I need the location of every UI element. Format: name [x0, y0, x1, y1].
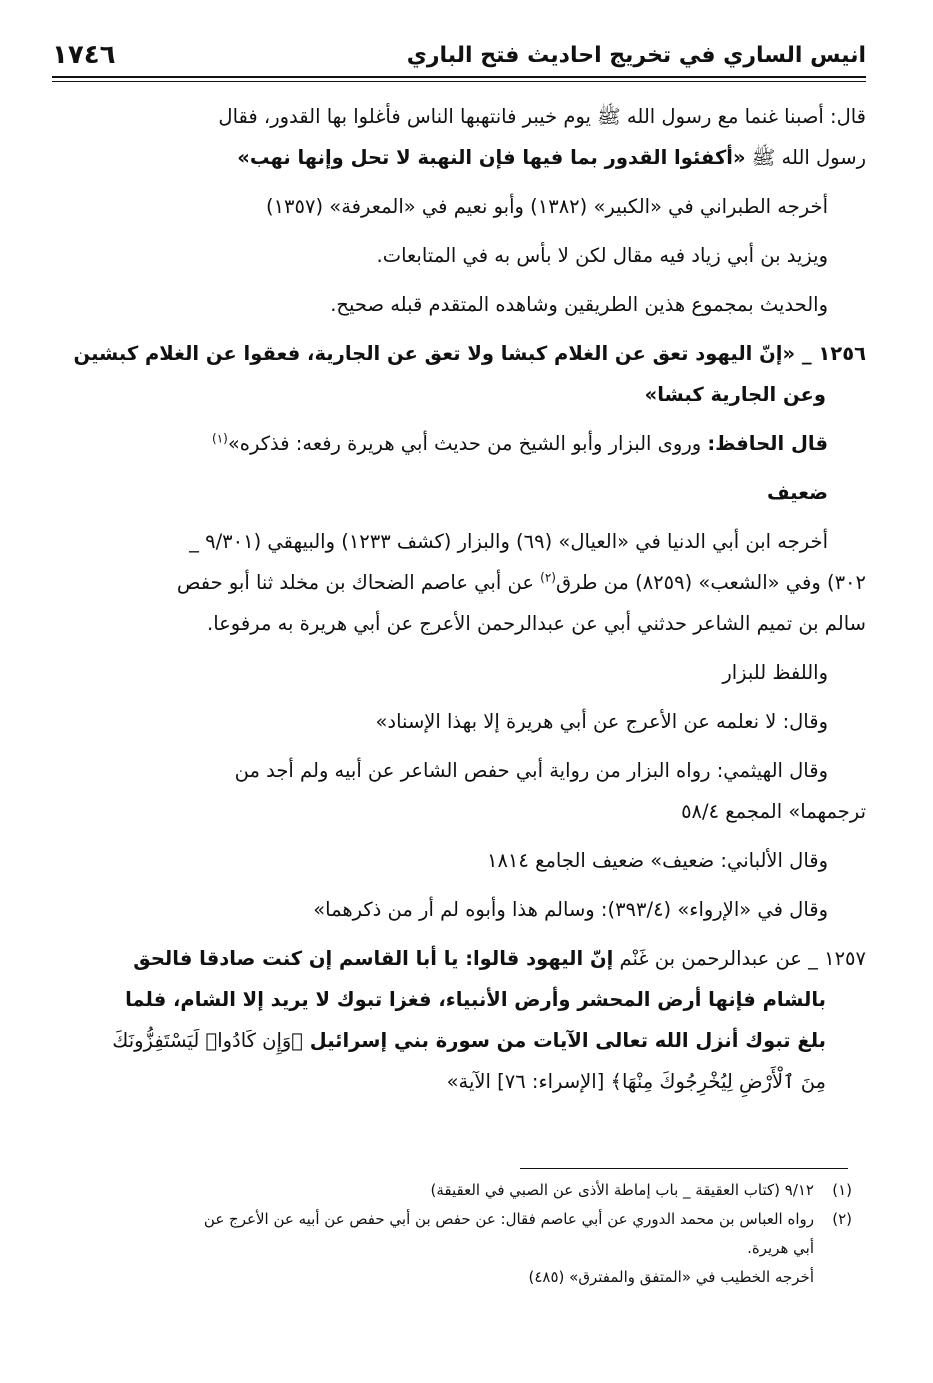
- commentary-paragraph: ويزيد بن أبي زياد فيه مقال لكن لا بأس به في المتابعات.: [376, 244, 828, 267]
- hafiz-quote: [48, 423, 866, 464]
- text-line: أخرجه ابن أبي الدنيا في «العيال» (٦٩) والبزار (كشف ١٢٣٣) والبيهقي (٩/٣٠١ _: [189, 530, 828, 553]
- page-number: ١٧٤٦: [52, 40, 116, 70]
- hadith-quote: إنّ اليهود قالوا: يا أبا القاسم إن كنت صادقا فالحق: [133, 947, 614, 970]
- text-run: ٣٠٢) وفي «الشعب» (٨٢٥٩) من طرق: [555, 571, 866, 594]
- grade-label: ضعيف: [766, 481, 828, 504]
- verse-reference: [الإسراء: ٧٦] الآية»: [446, 1070, 611, 1093]
- quran-verse: مِنَ ٱلْأَرْضِ لِيُخْرِجُوكَ مِنْهَا﴾: [610, 1070, 826, 1093]
- hafiz-label: قال الحافظ:: [707, 432, 828, 455]
- header-rule: [52, 76, 866, 78]
- footnote-ref: (٢): [540, 570, 556, 585]
- main-text: [48, 96, 866, 1110]
- footnote-number: (١): [832, 1181, 852, 1199]
- text-line: قال: أصبنا غنما مع رسول الله ﷺ يوم خيبر فانتهبها الناس فأغلوا بها القدور، فقال: [218, 105, 866, 128]
- hafiz-text: وروى البزار وأبو الشيخ من حديث أبي هريرة رفعه: فذكره»: [227, 432, 708, 455]
- footnotes: [52, 1176, 852, 1292]
- footnote-text: ٩/١٢ (كتاب العقيقة _ باب إماطة الأذى عن الصبي في العقيقة): [430, 1181, 814, 1199]
- text-line: [48, 562, 866, 603]
- footnote-text: رواه العباس بن محمد الدوري عن أبي عاصم فقال: عن حفص بن أبي حفص عن أبيه عن الأعرج عن: [203, 1210, 814, 1228]
- hadith-line: ١٢٥٦ _ «إنّ اليهود تعق عن الغلام كبشا ولا تعق عن الجارية، فعقوا عن الغلام كبشين: [73, 342, 866, 365]
- narration-continuation: [48, 96, 866, 178]
- hadith-line: وعن الجارية كبشا»: [644, 383, 826, 406]
- running-title: انيس الساري في تخريج احاديث فتح الباري: [406, 42, 866, 68]
- text-run: بلغ تبوك أنزل الله تعالى الآيات من سورة بني إسرائيل: [303, 1029, 826, 1052]
- text-line: ترجمهما» المجمع ٥٨/٤: [681, 800, 866, 823]
- haythami-quote: [48, 750, 866, 832]
- text-run: عن أبي عاصم الضحاك بن مخلد ثنا أبو حفص: [176, 571, 541, 594]
- header-rule-thin: [52, 81, 866, 82]
- text-line: سالم بن تميم الشاعر حدثني أبي عن عبدالرحمن الأعرج عن أبي هريرة به مرفوعا.: [207, 612, 866, 635]
- text-line: [48, 137, 866, 178]
- hadith-line: بالشام فإنها أرض المحشر وأرض الأنبياء، فغزا تبوك لا يريد إلا الشام، فلما: [125, 988, 826, 1011]
- text-line: وقال الهيثمي: رواه البزار من رواية أبي حفص الشاعر عن أبيه ولم أجد من: [234, 759, 828, 782]
- footnote-separator: [520, 1168, 848, 1169]
- footnote-ref: (١): [212, 431, 228, 446]
- takhrij-paragraph: أخرجه الطبراني في «الكبير» (١٣٨٢) وأبو نعيم في «المعرفة» (١٣٥٧): [265, 195, 828, 218]
- hadith-line: [48, 1020, 866, 1061]
- text-run: ١٢٥٧ _ عن عبدالرحمن بن غَنْم: [613, 947, 866, 970]
- hadith-line: [48, 1061, 866, 1102]
- quran-verse: ﴿وَإِن كَادُوا۟ لَيَسْتَفِزُّونَكَ: [112, 1029, 303, 1052]
- footnote-2: [52, 1205, 852, 1234]
- hadith-1256: [48, 333, 866, 415]
- footnote-text: أبي هريرة.: [747, 1239, 814, 1257]
- footnote-number: (٢): [832, 1210, 852, 1228]
- albani-quote: وقال الألباني: ضعيف» ضعيف الجامع ١٨١٤: [486, 849, 828, 872]
- takhrij-1256: [48, 521, 866, 644]
- irwa-quote: وقال في «الإرواء» (٣٩٣/٤): وسالم هذا وأبوه لم أر من ذكرهما»: [313, 898, 828, 921]
- verdict-paragraph: والحديث بمجموع هذين الطريقين وشاهده المتقدم قبله صحيح.: [330, 293, 828, 316]
- hadith-1257: [48, 938, 866, 1102]
- hadith-quote: «أكفئوا القدور بما فيها فإن النهبة لا تحل وإنها نهب»: [237, 146, 746, 169]
- footnote-text: أخرجه الخطيب في «المتفق والمفترق» (٤٨٥): [528, 1268, 814, 1286]
- text-paragraph: واللفظ للبزار: [722, 661, 828, 684]
- hadith-line: [48, 938, 866, 979]
- footnote-1: [52, 1176, 852, 1205]
- text-run: رسول الله ﷺ: [745, 146, 866, 169]
- text-paragraph: وقال: لا نعلمه عن الأعرج عن أبي هريرة إلا بهذا الإسناد»: [375, 710, 828, 733]
- page-header: [52, 38, 866, 72]
